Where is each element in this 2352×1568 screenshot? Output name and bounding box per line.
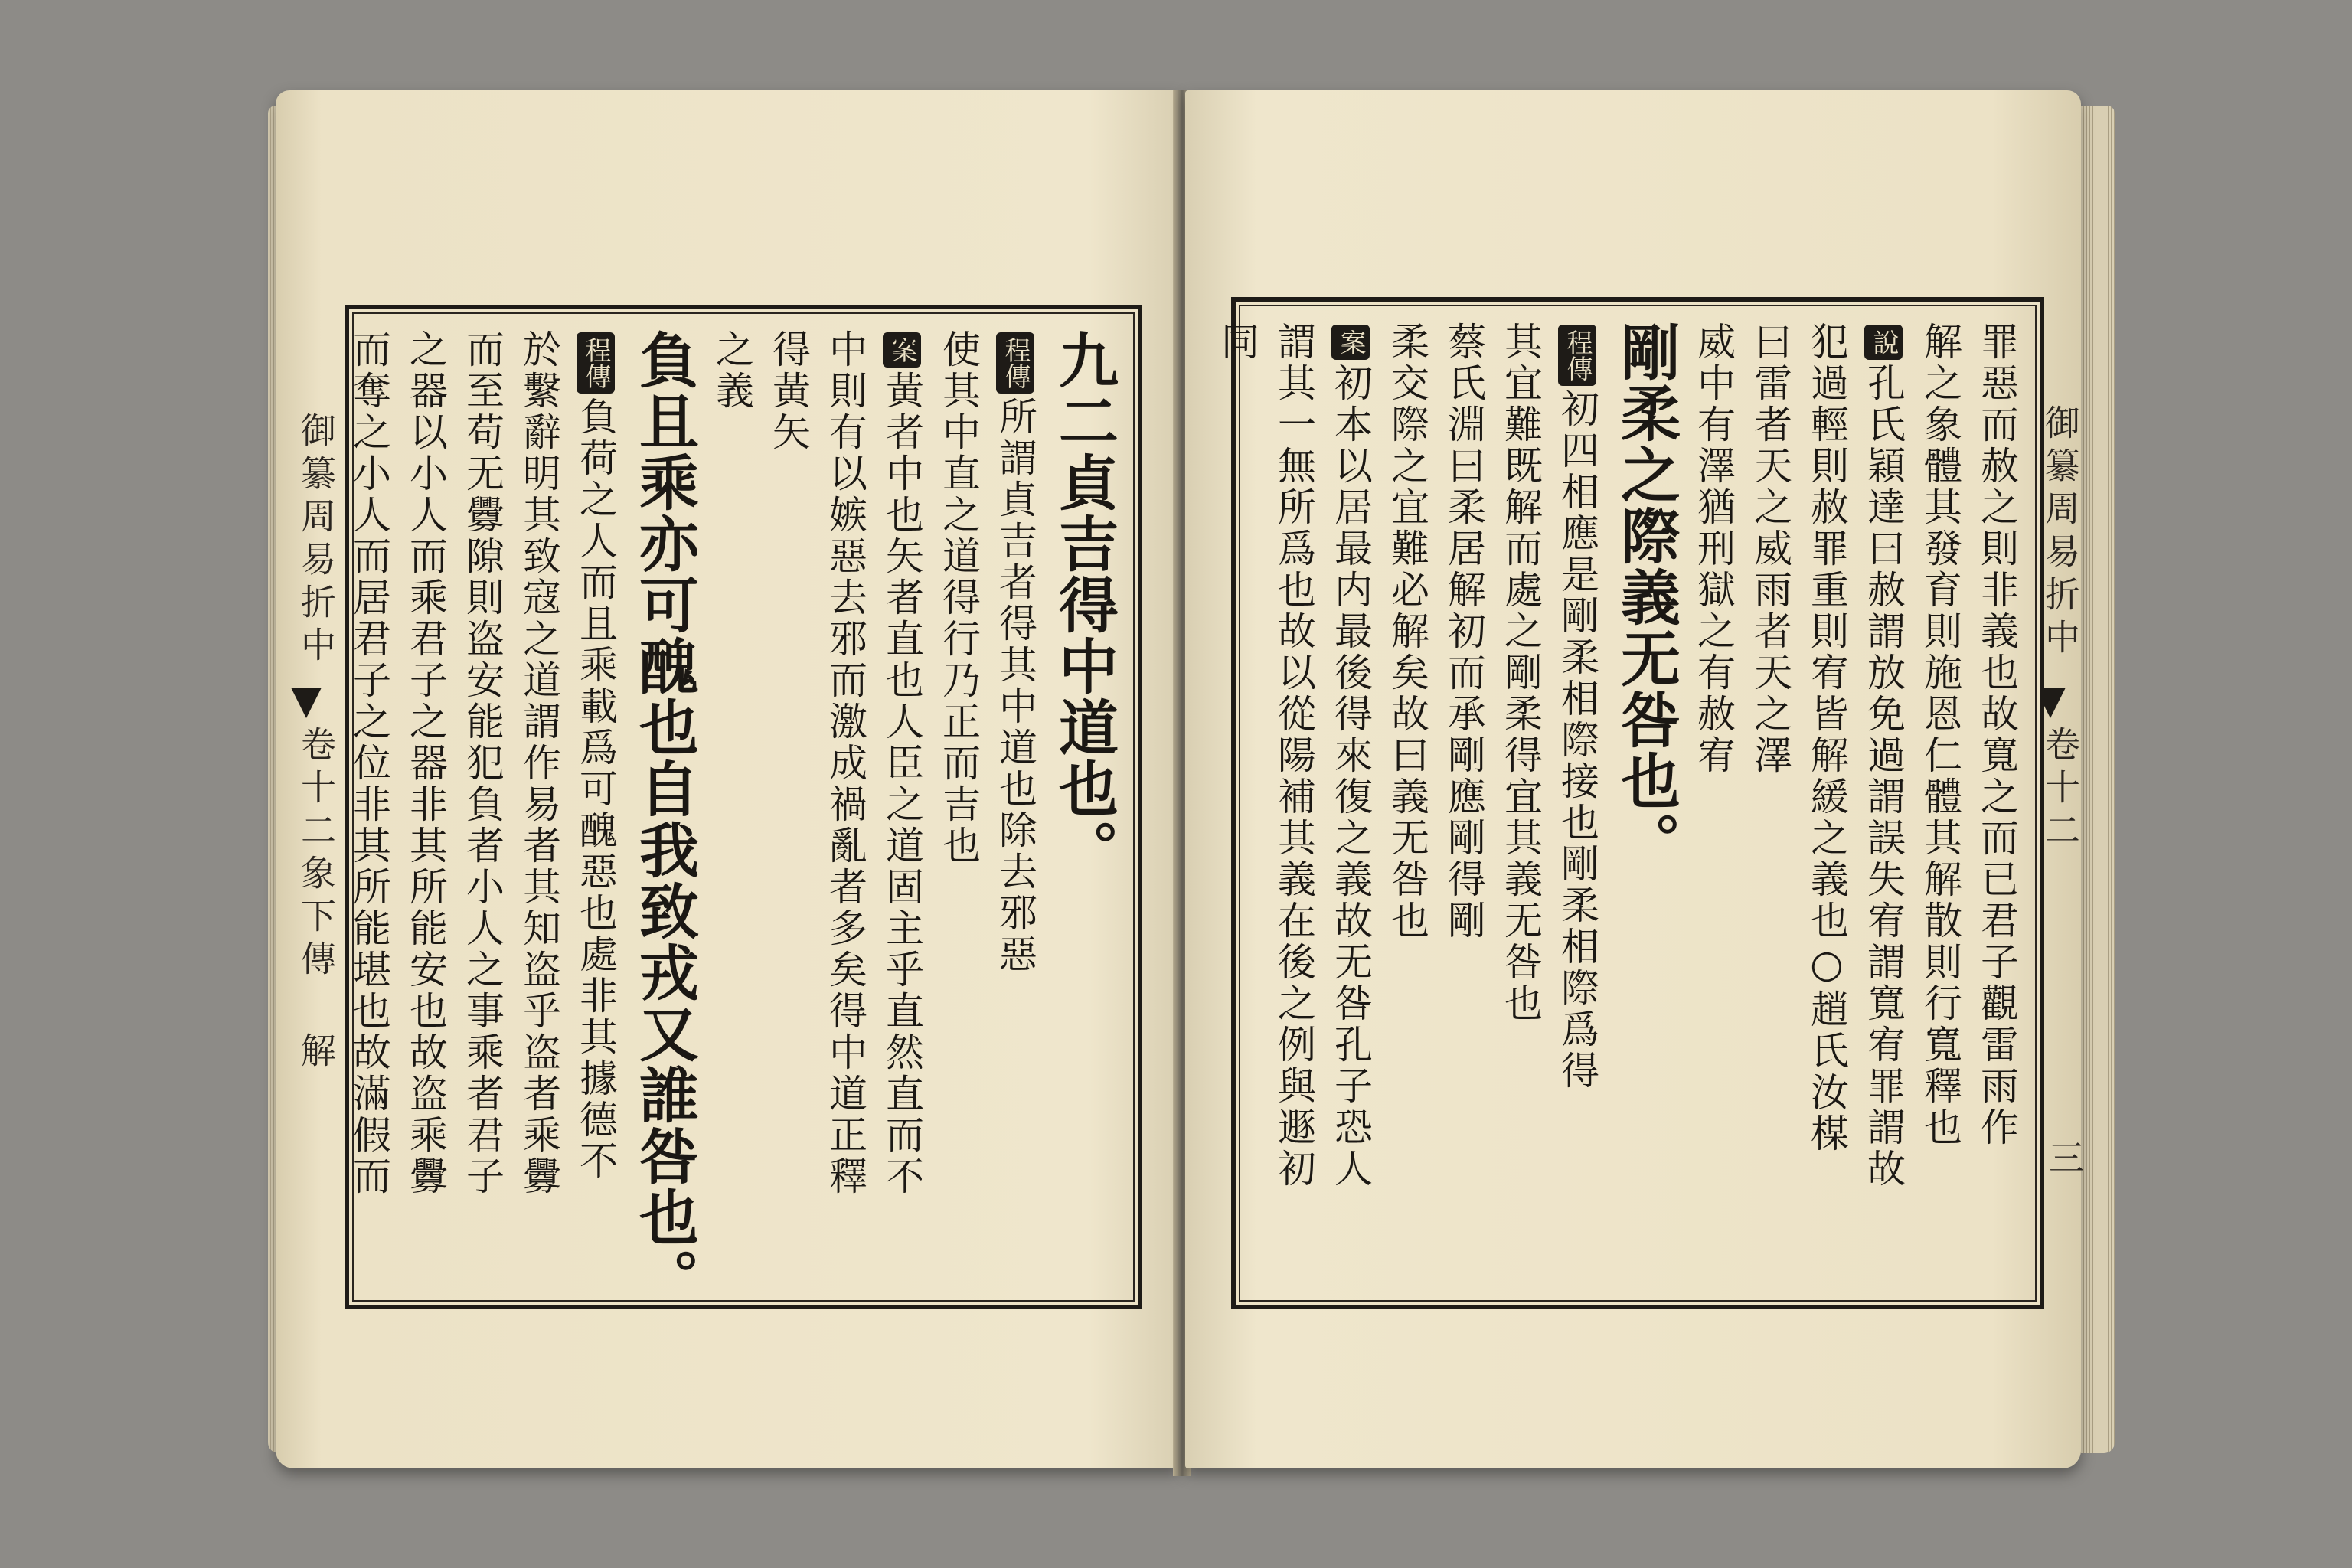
column-text: 蔡氏淵曰柔居解初而承剛應剛得剛 (1442, 322, 1486, 942)
text-column (459, 329, 505, 1285)
right-text-frame (1215, 297, 2044, 1309)
text-column (1974, 322, 2020, 1285)
page-number: 三 (2043, 1139, 2085, 1174)
text-column (573, 329, 619, 1285)
text-column (936, 329, 982, 1285)
column-text: 剛柔之際義无咎也。 (1611, 322, 1681, 873)
commentary-tag: 程傳 (996, 332, 1034, 394)
column-text: 負荷之人而且乘載爲可醜惡也處非其據德不 (573, 397, 618, 1182)
column-text: 於繫辭明其致寇之道謂作易者其知盗乎盗者乘釁 (517, 329, 561, 1197)
column-text: 而至苟无釁隙則盗安能犯負者小人之事乘者君子 (460, 329, 505, 1197)
text-column (709, 329, 755, 1285)
commentary-tag: 說 (1864, 325, 1903, 360)
column-text: 柔交際之宜難必解矣故曰義无咎也 (1385, 322, 1429, 942)
text-column (766, 329, 812, 1285)
column-text: 威中有澤猶刑獄之有赦宥 (1691, 322, 1736, 776)
commentary-tag: 程傳 (1558, 325, 1596, 386)
text-column (346, 329, 392, 1285)
column-text: 犯過輕則赦罪重則宥皆解緩之義也○趙氏汝楳 (1805, 322, 1849, 1155)
text-column (992, 329, 1038, 1285)
text-column (1441, 322, 1487, 1285)
column-text: 黃者中也矢者直也人臣之道固主乎直然直而不 (880, 371, 924, 1197)
text-column (1498, 322, 1544, 1285)
text-column (403, 329, 449, 1285)
column-text: 九二貞吉得中道也。 (1049, 329, 1119, 880)
text-column (1860, 322, 1906, 1285)
column-text: 負且乘亦可醜也自我致戎又誰咎也。 (629, 329, 699, 1309)
text-column (1917, 322, 1963, 1285)
commentary-tag: 案 (883, 332, 921, 368)
column-text: 曰雷者天之威雨者天之澤 (1748, 322, 1792, 776)
text-column (879, 329, 925, 1285)
left-margin-chapter: 卷十二象下傳 解 (296, 726, 337, 1075)
left-text-frame (345, 305, 1142, 1309)
column-text: 孔氏穎達曰赦謂放免過謂誤失宥謂寬宥罪謂故 (1861, 363, 1906, 1190)
text-column (1271, 322, 1317, 1285)
column-text: 罪惡而赦之則非義也故寬之而已君子觀雷雨作 (1975, 322, 2019, 1148)
column-text: 初四相應是剛柔相際接也剛柔相際爲得 (1555, 389, 1599, 1092)
text-column (1690, 322, 1736, 1285)
right-margin-chapter: 卷十二 (2040, 726, 2081, 854)
right-page (1185, 90, 2085, 1468)
column-text: 之義 (710, 329, 754, 412)
column-text: 使其中直之道得行乃正而吉也 (936, 329, 981, 867)
left-margin-title: 御纂周易折中 (296, 412, 337, 669)
column-text: 而奪之小人而居君子之位非其所能堪也故滿假而 (347, 329, 391, 1197)
column-text: 謂其一無所爲也故以從陽補其義在後之例與遯初 (1272, 322, 1316, 1190)
text-column (516, 329, 562, 1285)
text-column (1384, 322, 1430, 1285)
column-text: 之器以小人而乘君子之器非其所能安也故盗乘釁 (403, 329, 448, 1197)
commentary-tag: 程傳 (577, 332, 615, 394)
heading-column (1049, 329, 1118, 1285)
column-text: 其宜難既解而處之剛柔得宜其義无咎也 (1498, 322, 1543, 1024)
text-column (1214, 322, 1260, 1285)
text-column (822, 329, 868, 1285)
fish-tail-mark (291, 688, 322, 718)
right-margin-title: 御纂周易折中 (2040, 404, 2081, 662)
column-text: 中則有以嫉惡去邪而激成禍亂者多矣得中道正釋 (823, 329, 867, 1197)
left-page (276, 90, 1179, 1468)
text-column (1804, 322, 1850, 1285)
text-column (1328, 322, 1374, 1285)
column-text: 同 (1215, 322, 1259, 363)
column-text: 解之象體其發育則施恩仁體其解散則行寬釋也 (1918, 322, 1962, 1148)
heading-column (1611, 322, 1680, 1285)
column-text: 所謂貞吉者得其中道也除去邪惡 (993, 397, 1037, 975)
column-text: 初本以居最内最後得來復之義故无咎孔子恐人 (1328, 363, 1373, 1190)
open-book (268, 90, 2105, 1484)
text-column (1747, 322, 1793, 1285)
text-column (1554, 322, 1600, 1285)
column-text: 得黃矢 (766, 329, 811, 453)
heading-column (629, 329, 699, 1309)
commentary-tag: 案 (1331, 325, 1370, 360)
